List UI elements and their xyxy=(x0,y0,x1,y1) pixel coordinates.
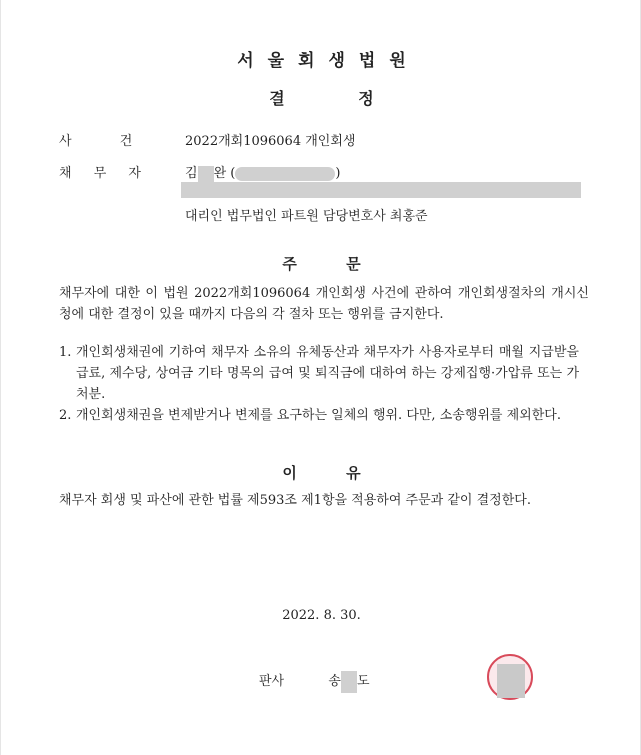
debtor-label: 채 무 자 xyxy=(59,166,141,181)
seal-redaction xyxy=(497,664,525,698)
item-text: 개인회생채권을 변제받거나 변제를 요구하는 일체의 행위. 다만, 소송행위를 제외한다. xyxy=(76,408,561,423)
judge-name-start: 송 xyxy=(328,674,341,689)
redaction-box xyxy=(341,671,357,693)
item-number: 2. xyxy=(59,408,72,423)
reason-text: 채무자 회생 및 파산에 관한 법률 제593조 제1항을 적용하여 주문과 같이 결정한다. xyxy=(59,493,531,508)
case-number: 2022개회1096064 개인회생 xyxy=(185,134,356,149)
list-item xyxy=(59,342,579,405)
paren-close: ) xyxy=(335,166,341,181)
document-type: 결 정 xyxy=(269,89,374,108)
decision-date: 2022. 8. 30. xyxy=(282,608,361,623)
judge-name-end: 도 xyxy=(356,674,370,689)
paren-open: ( xyxy=(230,166,236,181)
judge-title: 판사 xyxy=(259,674,285,689)
reason-heading: 이 유 xyxy=(282,464,361,482)
debtor-name-start: 김 xyxy=(185,166,198,181)
debtor-name-end: 완 xyxy=(213,166,227,181)
address-redaction xyxy=(181,182,581,198)
redaction-box xyxy=(198,166,214,182)
order-heading: 주 문 xyxy=(282,255,361,273)
list-item xyxy=(59,405,579,426)
order-intro: 채무자에 대한 이 법원 2022개회1096064 개인회생 사건에 관하여 개인회생절차의 개시신청에 대한 결정이 있을 때까지 다음의 각 절차 또는 행위를 금지한다. xyxy=(59,286,589,322)
judge-line xyxy=(259,670,370,693)
item-text: 개인회생채권에 기하여 채무자 소유의 유체동산과 채무자가 사용자로부터 매월 지급받을 급료, 제수당, 상여금 기타 명목의 급여 및 퇴직금에 대하여 하는 강제집행·가압류 또는 가처분. xyxy=(76,345,579,402)
court-name: 서울회생법원 xyxy=(237,51,420,71)
court-seal xyxy=(487,654,533,700)
item-number: 1. xyxy=(59,345,72,360)
redaction-box xyxy=(235,167,335,181)
case-label: 사 건 xyxy=(59,134,133,149)
agent-line: 대리인 법무법인 파트원 담당변호사 최홍준 xyxy=(185,209,428,224)
debtor-name xyxy=(185,162,340,182)
order-list xyxy=(59,342,579,426)
